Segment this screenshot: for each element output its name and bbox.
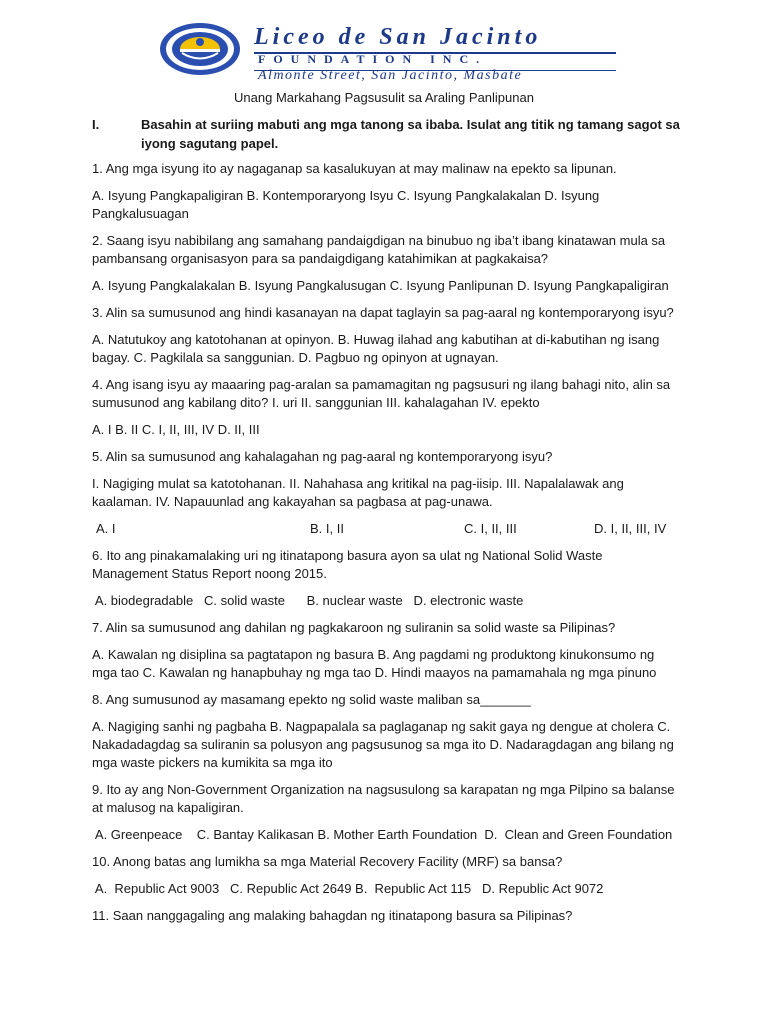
answer-choices: A. Greenpeace C. Bantay Kalikasan B. Mother Earth Foundation D. Clean and Green Foundation — [92, 827, 673, 842]
question-text: 4. Ang isang isyu ay maaaring pag-aralan sa pamamagitan ng pagsusuri ng ilang bahagi nito, alin sa sumusunod ang kabilang dito? I. uri II. sanggunian III. kahalagahan IV. epekto — [92, 377, 671, 410]
answer-choices: A. Natutukoy ang katotohanan at opinyon. B. Huwag ilahad ang kabutihan at di-kabutihan ng isang bagay. C. Pagkilala sa sanggunian. D. Pagbuo ng opinyon at ugnayan. — [92, 332, 660, 365]
school-address: Almonte Street, San Jacinto, Masbate — [258, 68, 523, 83]
question-text: 5. Alin sa sumusunod ang kahalagahan ng pag-aaral ng kontemporaryong isyu? — [92, 449, 553, 464]
answer-choice: A. I — [96, 521, 116, 536]
answer-choices: A. Republic Act 9003 C. Republic Act 2649 B. Republic Act 115 D. Republic Act 9072 — [92, 881, 604, 896]
school-foundation: FOUNDATION INC. — [258, 52, 488, 66]
answer-choice: D. I, II, III, IV — [594, 521, 667, 536]
question-text: 2. Saang isyu nabibilang ang samahang pandaigdigan na binubuo ng iba’t ibang kinatawan mula sa pambansang organisasyon para sa pandaigdigang katahimikan at pagkakaisa? — [92, 233, 666, 266]
answer-choices: A. Kawalan ng disiplina sa pagtatapon ng basura B. Ang pagdami ng produktong kinukonsumo ng mga tao C. Kawalan ng hanapbuhay ng mga tao D. Hindi maayos na pamamahala ng mga pinuno — [92, 647, 657, 680]
answer-choice: B. I, II — [310, 521, 344, 536]
answer-choices: A. Nagiging sanhi ng pagbaha B. Nagpapalala sa paglaganap ng sakit gaya ng dengue at cholera C. Nakadadagdag sa suliranin sa polusyon ang pagsusunog sa mga ito D. Nadaragdagan ang bilang ng mga waste pickers na kumikita sa mga ito — [92, 719, 674, 770]
question-text: 9. Ito ay ang Non-Government Organization na nagsusulong sa karapatan ng mga Pilpino sa balanse at malusog na kapaligiran. — [92, 782, 675, 815]
exam-title: Unang Markahang Pagsusulit sa Araling Panlipunan — [234, 90, 534, 105]
answer-choices-row — [96, 520, 680, 538]
question-text: 6. Ito ang pinakamalaking uri ng itinatapong basura ayon sa ulat ng National Solid Waste Management Status Report noong 2015. — [92, 548, 603, 581]
question-text: 1. Ang mga isyung ito ay nagaganap sa kasalukuyan at may malinaw na epekto sa lipunan. — [92, 161, 617, 176]
answer-choices: A. Isyung Pangkapaligiran B. Kontemporaryong Isyu C. Isyung Pangkalakalan D. Isyung Pangkalusuagan — [92, 188, 600, 221]
question-list — [92, 160, 680, 934]
answer-choice: C. I, II, III — [464, 521, 517, 536]
school-name: Liceo de San Jacinto — [254, 24, 542, 50]
answer-choices: A. Isyung Pangkalakalan B. Isyung Pangkalusugan C. Isyung Panlipunan D. Isyung Pangkapaligiran — [92, 278, 669, 293]
school-seal-logo — [158, 22, 242, 76]
statement-list: I. Nagiging mulat sa katotohanan. II. Nahahasa ang kritikal na pag-iisip. III. Napalalawak ang kaalaman. IV. Napauunlad ang kakayahan sa pagbasa at pag-unawa. — [92, 476, 624, 509]
answer-choices: A. biodegradable C. solid waste B. nuclear waste D. electronic waste — [92, 593, 524, 608]
question-text: 11. Saan nanggagaling ang malaking bahagdan ng itinatapong basura sa Pilipinas? — [92, 908, 573, 923]
question-text: 10. Anong batas ang lumikha sa mga Material Recovery Facility (MRF) sa bansa? — [92, 854, 563, 869]
question-text: 8. Ang sumusunod ay masamang epekto ng solid waste maliban sa_______ — [92, 692, 531, 707]
instruction-number: I. — [92, 117, 100, 132]
school-header — [158, 22, 618, 83]
question-text: 7. Alin sa sumusunod ang dahilan ng pagkakaroon ng suliranin sa solid waste sa Pilipinas? — [92, 620, 616, 635]
question-text: 3. Alin sa sumusunod ang hindi kasanayan na dapat taglayin sa pag-aaral ng kontemporaryong isyu? — [92, 305, 674, 320]
instruction-text: Basahin at suriing mabuti ang mga tanong sa ibaba. Isulat ang titik ng tamang sagot sa iyong sagutang papel. — [141, 117, 680, 151]
answer-choices: A. I B. II C. I, II, III, IV D. II, III — [92, 422, 260, 437]
